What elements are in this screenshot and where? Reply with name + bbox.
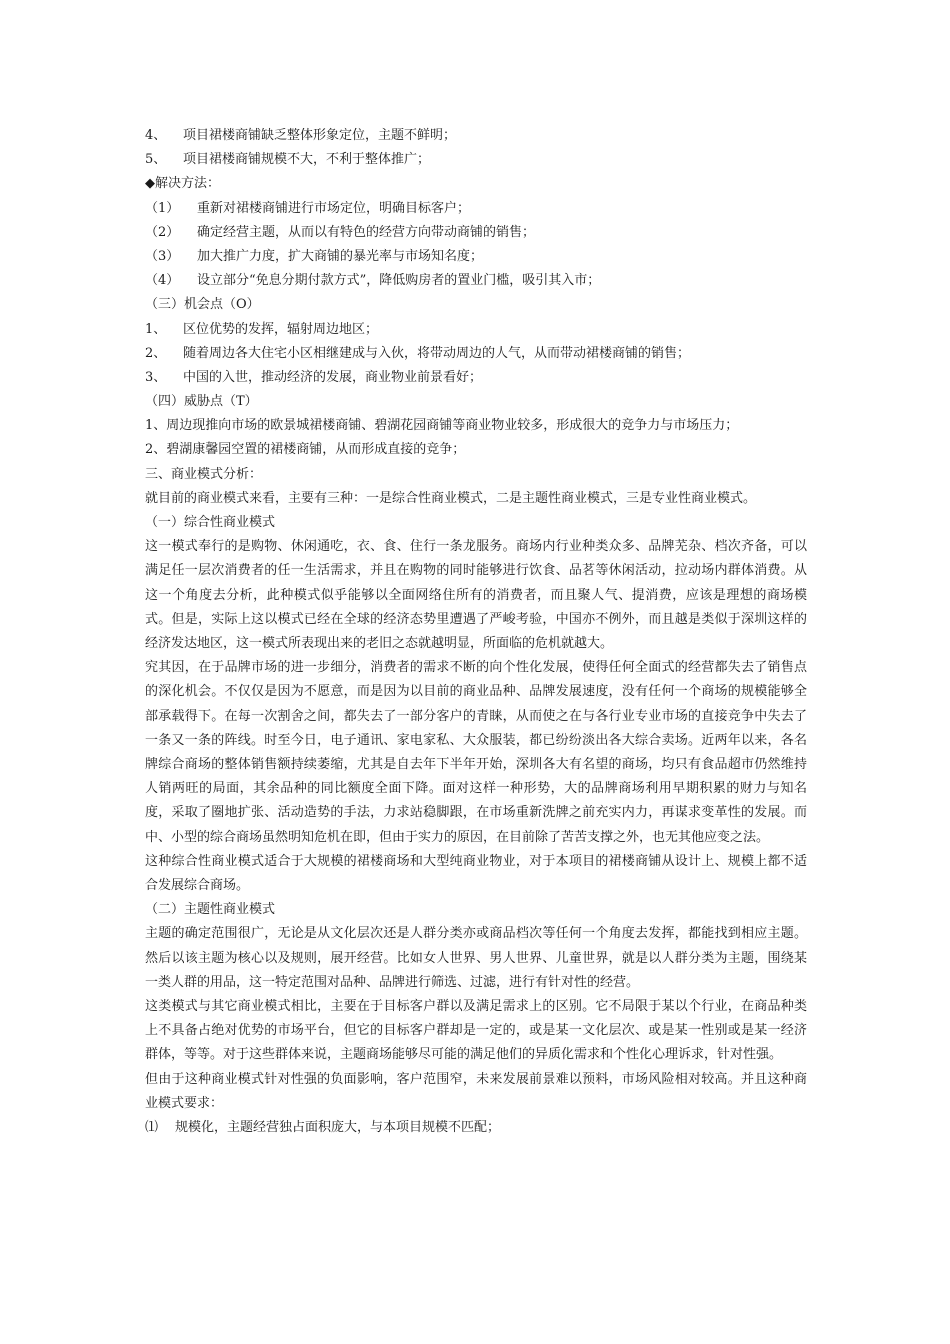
item-number: （3） xyxy=(145,248,180,264)
subsection-heading: （一）综合性商业模式 xyxy=(145,515,276,530)
threat-item: 1、周边现推向市场的欧景城裙楼商铺、碧湖花园商铺等商业物业较多，形成很大的竞争力与市场压力； xyxy=(145,418,739,434)
item-text: 中国的入世，推动经济的发展，商业物业前景看好； xyxy=(183,369,483,385)
body-paragraph: 但由于这种商业模式针对性强的负面影响，客户范围窄，未来发展前景难以预料，市场风险相对较高。并且这种商业模式要求： xyxy=(145,1071,807,1111)
section-heading: 三、商业模式分析： xyxy=(145,466,263,482)
opportunity-item xyxy=(145,318,807,342)
item-text: 区位优势的发挥，辐射周边地区； xyxy=(183,321,379,337)
item-text: 随着周边各大住宅小区相继建成与入伙，将带动周边的人气，从而带动裙楼商铺的销售； xyxy=(183,345,691,361)
body-paragraph: 主题的确定范围很广，无论是从文化层次还是人群分类亦或商品档次等任何一个角度去发挥，都能找到相应主题。然后以该主题为核心以及规则，展开经营。比如女人世界、男人世界、儿童世界，就是以人群分类为主题，围绕某一类人群的用品，这一特定范围对品种、品牌进行筛选、过滤，进行有针对性的经营。 xyxy=(145,926,807,990)
opportunities-heading: （三）机会点（O） xyxy=(145,297,260,313)
item-text: 规模化，主题经营独占面积庞大，与本项目规模不匹配； xyxy=(175,1120,501,1136)
document-page xyxy=(145,124,807,1140)
solution-item xyxy=(145,269,807,293)
item-text: 重新对裙楼商铺进行市场定位，明确目标客户； xyxy=(197,200,471,216)
threat-item: 2、碧湖康馨园空置的裙楼商铺，从而形成直接的竞争； xyxy=(145,442,466,458)
item-text: 项目裙楼商铺规模不大，不利于整体推广； xyxy=(183,152,431,168)
subsection-heading: （二）主题性商业模式 xyxy=(145,902,276,918)
item-number: ⑴ xyxy=(145,1120,159,1136)
requirement-item xyxy=(145,1116,807,1140)
item-text: 设立部分“免息分期付款方式”，降低购房者的置业门槛，吸引其入市； xyxy=(197,273,601,289)
item-number: 1、 xyxy=(145,321,167,337)
body-paragraph: 这种综合性商业模式适合于大规模的裙楼商场和大型纯商业物业，对于本项目的裙楼商铺从设计上、规模上都不适合发展综合商场。 xyxy=(145,853,807,894)
item-number: （4） xyxy=(145,273,180,289)
problem-item xyxy=(145,124,807,148)
solution-item xyxy=(145,197,807,221)
item-number: （2） xyxy=(145,224,180,240)
item-number: （1） xyxy=(145,200,180,216)
body-paragraph: 这一模式奉行的是购物、休闲通吃，衣、食、住行一条龙服务。商场内行业种类众多、品牌芜杂、档次齐备，可以满足任一层次消费者的任一生活需求，并且在购物的同时能够进行饮食、品茗等休闲活动，拉动场内群体消费。从这一个角度去分析，此种模式似乎能够以全面网络住所有的消费者，而且聚人气、提消费，应该是理想的商场模式。但是，实际上这以模式已经在全球的经济态势里遭遇了严峻考验，中国亦不例外，而且越是类似于深圳这样的经济发达地区，这一模式所表现出来的老旧之态就越明显，所面临的危机就越大。 xyxy=(145,539,807,651)
threats-heading: （四）威胁点（T） xyxy=(145,394,258,410)
section-intro: 就目前的商业模式来看，主要有三种：一是综合性商业模式，二是主题性商业模式，三是专业性商业模式。 xyxy=(145,490,757,506)
solutions-heading: ◆解决方法： xyxy=(145,176,220,192)
item-number: 3、 xyxy=(145,369,167,385)
item-text: 项目裙楼商铺缺乏整体形象定位，主题不鲜明； xyxy=(183,128,457,143)
item-number: 2、 xyxy=(145,345,167,361)
opportunity-item xyxy=(145,342,807,366)
item-number: 5、 xyxy=(145,152,167,168)
solution-item xyxy=(145,245,807,269)
problem-item xyxy=(145,148,807,172)
body-paragraph: 这类模式与其它商业模式相比，主要在于目标客户群以及满足需求上的区别。它不局限于某以个行业，在商品种类上不具备占绝对优势的市场平台，但它的目标客户群却是一定的，或是某一文化层次、或是某一性别或是某一经济群体，等等。对于这些群体来说，主题商场能够尽可能的满足他们的异质化需求和个性化心理诉求，针对性强。 xyxy=(145,999,807,1063)
item-number: 4、 xyxy=(145,128,167,143)
item-text: 加大推广力度，扩大商铺的暴光率与市场知名度； xyxy=(197,248,484,264)
opportunity-item xyxy=(145,366,807,390)
body-paragraph: 究其因，在于品牌市场的进一步细分，消费者的需求不断的向个性化发展，使得任何全面式的经营都失去了销售点的深化机会。不仅仅是因为不愿意，而是因为以目前的商业品种、品牌发展速度，没有任何一个商场的规模能够全部承载得下。在每一次割舍之间，都失去了一部分客户的青睐，从而使之在与各行业专业市场的直接竞争中失去了一条又一条的阵线。时至今日，电子通讯、家电家私、大众服装，都已纷纷淡出各大综合卖场。近两年以来，各名牌综合商场的整体销售额持续萎缩，尤其是自去年下半年开始，深圳各大有名望的商场，均只有食品超市仍然维持人销两旺的局面，其余品种的同比额度全面下降。面对这样一种形势，大的品牌商场利用早期积累的财力与知名度，采取了圈地扩张、活动造势的手法，力求站稳脚跟，在市场重新洗牌之前充实内力，再谋求变革性的发展。而中、小型的综合商场虽然明知危机在即，但由于实力的原因，在目前除了苦苦支撑之外，也无其他应变之法。 xyxy=(145,660,807,845)
solution-item xyxy=(145,221,807,245)
item-text: 确定经营主题，从而以有特色的经营方向带动商铺的销售； xyxy=(197,224,536,240)
